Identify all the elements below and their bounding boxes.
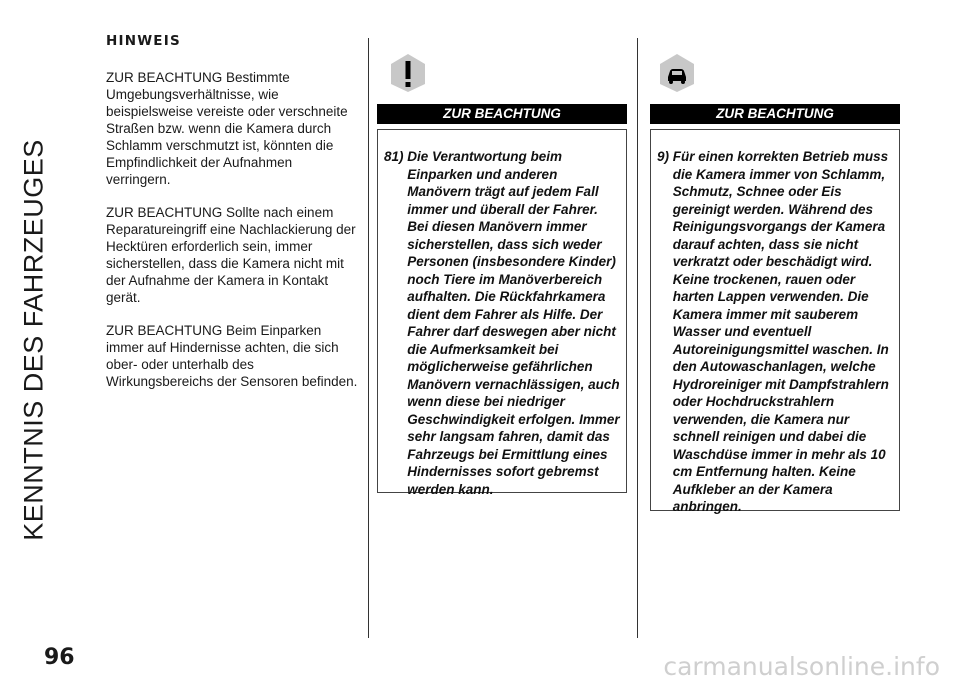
- warning-triangle-icon: [389, 52, 427, 94]
- warning-banner: ZUR BEACHTUNG: [377, 104, 627, 124]
- column-divider: [637, 38, 638, 638]
- hinweis-heading: HINWEIS: [106, 33, 181, 49]
- warning-box: [650, 129, 900, 514]
- hinweis-paragraph: ZUR BEACHTUNG Bestimmte Umgebungsverhältnisse, wie beispielsweise vereiste oder verschneite Straßen bzw. wenn die Kamera durch Schlamm verschmutzt ist, könnten die Empfindlichkeit der Aufnahmen verringern.: [106, 70, 348, 187]
- column-divider: [368, 38, 369, 638]
- warning-item: [657, 148, 893, 516]
- page-number: 96: [44, 645, 75, 670]
- chapter-side-title-text: KENNTNIS DES FAHRZEUGES: [18, 139, 49, 541]
- warning-item-number: 81): [384, 149, 404, 164]
- warning-item-number: 9): [657, 149, 670, 164]
- hinweis-paragraph: ZUR BEACHTUNG Sollte nach einem Reparatureingriff eine Nachlackierung der Hecktüren erforderlich sein, immer sicherstellen, dass die Kamera nicht mit der Aufnahme der Kamera in Kontakt gerät.: [106, 205, 356, 305]
- hinweis-section: [106, 33, 358, 406]
- warning-item: [384, 148, 620, 498]
- hinweis-paragraph: ZUR BEACHTUNG Beim Einparken immer auf Hindernisse achten, die sich ober- oder unterhalb des Wirkungsbereichs der Sensoren befinden.: [106, 323, 358, 389]
- warning-box: [377, 129, 627, 497]
- watermark: carmanualsonline.info: [663, 652, 940, 681]
- warning-item-text: Die Verantwortung beim Einparken und anderen Manövern trägt auf jedem Fall immer und überall der Fahrer. Bei diesen Manövern immer sicherstellen, dass sich weder Personen (insbesondere Kinder) noch Tiere im Manöverbereich aufhalten. Die Rückfahrkamera dient dem Fahrer als Hilfe. Der Fahrer darf deswegen aber nicht die Aufmerksamkeit bei möglicherweise gefährlichen Manövern vernachlässigen, auch wenn diese bei niedriger Geschwindigkeit erfolgen. Immer sehr langsam fahren, damit das Fahrzeugs bei Ermittlung eines Hindernisses sofort gebremst werden kann.: [407, 149, 620, 497]
- warning-item-text: Für einen korrekten Betrieb muss die Kamera immer von Schlamm, Schmutz, Schnee oder Eis gereinigt werden. Während des Reinigungsvorgangs der Kamera darauf achten, dass sie nicht verkratzt oder beschädigt wird. Keine trockenen, rauen oder harten Lappen verwenden. Die Kamera immer mit sauberem Wasser und eventuell Autoreinigungsmittel waschen. In den Autowaschanlagen, welche Hydroreiniger mit Dampfstrahlern oder Hochdruckstrahlern verwenden, die Kamera nur schnell reinigen und dabei die Waschdüse immer in mehr als 10 cm Entfernung halten. Keine Aufkleber an der Kamera anbringen.: [672, 149, 889, 514]
- car-warning-triangle-icon: [658, 52, 696, 94]
- warning-banner: ZUR BEACHTUNG: [650, 104, 900, 124]
